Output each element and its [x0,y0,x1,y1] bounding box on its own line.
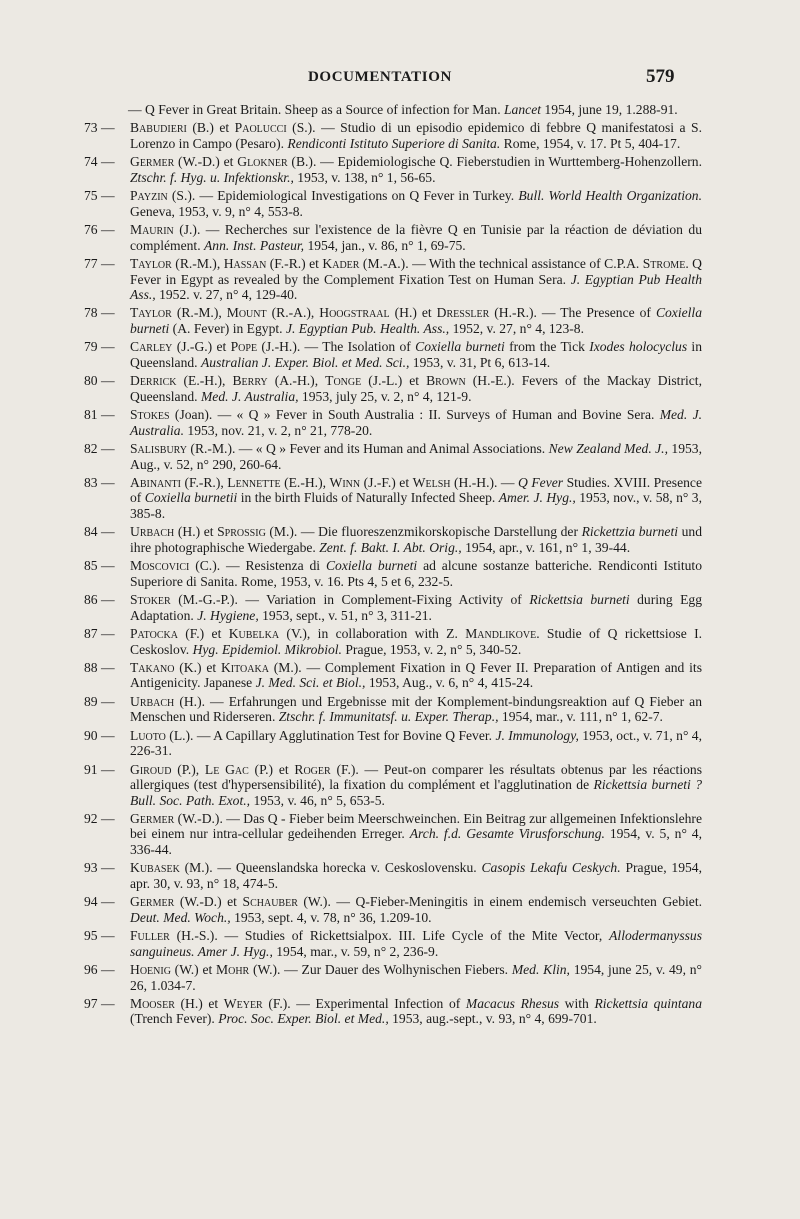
entry-number: 90 — [84,727,115,743]
entry-italic-text: Macacus Rhesus [465,996,560,1012]
bibliography-entry [70,222,702,253]
entry-number: 81 — [84,407,115,423]
entry-italic-text: Ztschr. f. Immunitatsf. u. Exper. Therap., [278,709,499,725]
entry-text: (A. Fever) in Egypt. [169,320,286,336]
bibliography-entry [70,188,702,219]
entry-number: 94 — [84,894,115,910]
entry-text: 1954, june 25, v. 49, n° 26, 1.034-7. [130,962,702,993]
bibliography-entry [70,407,702,438]
entry-text: (L.). — A Capillary Agglutination Test for Bovine Q Fever. [165,727,496,743]
entry-number: 79 — [84,339,115,355]
entry-author-name: Welsh [412,474,451,490]
entry-author-name: Winn [329,474,361,490]
entry-number: 92 — [84,811,115,827]
bibliography-entry [70,860,702,891]
bibliography-entry [70,475,702,521]
entry-text: 1953, oct., v. 71, n° 4, 226-31. [130,727,703,759]
entry-text: (M.-A.). — With the technical assistance of C.P.A. [359,256,643,272]
entry-text: (J.). — Recherches sur l'existence de la fièvre Q en Tunisie par la réaction de déviation du complément. [130,222,702,253]
entry-number: 83 — [84,474,115,490]
entry-text: in the birth Fluids of Naturally Infected Sheep. [237,490,499,506]
entry-number: 89 — [84,693,115,709]
entry-text: (E.-H.), [280,474,330,490]
entry-number: 86 — [84,592,115,608]
entry-author-name: Babudieri [130,120,187,136]
entry-author-name: Abinanti [130,474,181,490]
entry-italic-text: Deut. Med. Woch., [130,909,231,925]
entry-text: . Q Fever in Egypt as revealed by the Complement Fixation Test on Human Sera. [130,256,702,287]
entry-author-name: Hoenig [130,962,171,978]
entry-text: (M.). — Die fluoreszenzmikorskopische Darstellung der [265,524,582,540]
bibliography-entry [70,762,702,808]
entry-text: (B.) et [186,120,235,136]
page-number: 579 [646,66,675,87]
bibliography-entry [70,928,702,959]
entry-text: Rome, 1954, v. 17. Pt 5, 404-17. [500,135,681,151]
entry-number: 85 — [84,558,115,574]
entry-text: (S.). — Studio di un episodio epidemico di febbre Q manifestatosi a S. Lorenzo in Campo (Pesaro). [130,120,702,151]
entry-text: 1953, nov. 21, v. 2, n° 21, 778-20. [184,422,373,438]
entry-text: 1954, v. 5, n° 4, 336-44. [130,826,703,857]
entry-author-name: Germer [130,894,175,910]
entry-text: — Q Fever in Great Britain. Sheep as a Source of infection for Man. [128,102,504,117]
entry-text: Geneva, 1953, v. 9, n° 4, 553-8. [130,203,303,219]
entry-number: 76 — [84,222,115,238]
entry-text: (F.). — Experimental Infection of [262,996,466,1012]
bibliography-entry [70,154,702,185]
bibliography-entry [70,962,702,993]
entry-text: Prague, 1954, apr. 30, v. 93, n° 18, 474-5. [130,860,702,891]
entry-italic-text: Rickettsia quintana [594,996,703,1012]
entry-text: with [559,996,595,1012]
entry-italic-text: Australian J. Exper. Biol. et Med. Sci., [200,354,410,370]
entry-number: 95 — [84,928,115,944]
entry-italic-text: Med. J. Australia. [130,407,702,438]
entry-author-name: Lennette [227,474,281,490]
entry-author-name: Germer [130,154,175,170]
entry-text: 1952, v. 27, n° 4, 123-8. [449,320,584,336]
entry-text: (M.-G.-P.). — Variation in Complement-Fixing Activity of [170,592,530,608]
entry-number: 84 — [84,524,115,540]
entry-author-name: Schauber [242,894,298,910]
entry-text: in Queensland. [130,339,702,370]
entry-text: ad alcune sostanze batteriche. Rendiconti Istituto Superiore di Sanita. Rome, 1953, v. 16. Pts 4, 5 et 6, 232-5. [130,558,702,589]
bibliography-entry [70,728,702,759]
entry-text: . Studie of Q rickettsiose I. Ceskoslov. [130,626,703,657]
bibliography-entry [70,558,702,589]
entry-italic-text: J. Med. Sci. et Biol., [255,675,366,691]
entry-text: 1954, apr., v. 161, n° 1, 39-44. [461,539,631,555]
entry-author-name: Urbach [130,524,175,540]
entry-italic-text: Coxiella burneti [325,558,418,574]
entry-text: (F.-R.), [180,474,228,490]
entry-italic-text: Bull. World Health Organization. [518,188,702,204]
entry-text: 1953, v. 31, Pt 6, 613-14. [409,354,551,370]
entry-author-name: Tonge [325,373,362,389]
bibliography-entry [70,339,702,370]
entry-author-name: Sprossig [217,524,266,540]
entry-italic-text: Ztschr. f. Hyg. u. Infektionskr., [130,169,294,185]
entry-text: (V.), in collaboration with Z. [279,626,466,642]
entry-text: (S.). — Epidemiological Investigations on Q Fever in Turkey. [167,188,519,204]
running-title: DOCUMENTATION [308,69,452,85]
entry-text: (A.-H.), [267,373,326,389]
entry-text: (M.). — Complement Fixation in Q Fever II. Preparation of Antigen and its Antigenicity. Japanese [130,659,702,691]
entry-italic-text: Q Fever [518,474,564,490]
entry-text: (J.-G.) et [172,339,231,355]
entry-italic-text: Rickettsia burneti ? Bull. Soc. Path. Exot., [130,777,702,808]
entry-text: (W.). — Zur Dauer des Wolhynischen Fiebers. [249,962,512,978]
entry-author-name: Kubasek [130,860,180,876]
entry-author-name: Hoogstraal [319,305,390,321]
entry-author-name: Stokes [130,407,170,423]
entry-author-name: Roger [294,761,331,777]
entry-text: 1954, june 19, 1.288-91. [541,102,678,117]
entry-text: 1952. v. 27, n° 4, 129-40. [155,286,298,302]
entry-text: (F.). — Peut-on comparer les résultats obtenus par les réactions allergiques (test d'hypersensibilité), la fixation du complément et l'agglutination de [130,761,702,793]
entry-author-name: Patocka [130,626,178,642]
entry-text: (R.-M.), [171,256,224,272]
bibliography-entry [70,373,702,404]
entry-text: (J.-H.). — The Isolation of [257,339,416,355]
bibliography-entry [70,996,702,1027]
entry-text: 1954, jan., v. 86, n° 1, 69-75. [304,237,466,253]
bibliography-list [70,102,702,1030]
entry-author-name: Mount [226,305,267,321]
entry-author-name: Fuller [130,928,170,944]
entry-text: (H.) et [174,996,224,1012]
entry-author-name: Taylor [130,256,172,272]
entry-italic-text: Coxiella burneti [415,339,505,355]
entry-italic-text: Coxiella burneti [130,305,702,336]
entry-text: (H.-E.). Fevers of the Mackay District, Queensland. [130,373,702,404]
bibliography-entry [70,524,702,555]
entry-text: (R.-M.), [171,305,227,321]
entry-text: (K.) et [174,659,221,675]
entry-author-name: Mohr [216,962,250,978]
entry-text: (J.-L.) et [361,373,427,389]
entry-text: (J.-F.) et [360,474,413,490]
entry-text: 1953, v. 138, n° 1, 56-65. [293,169,436,185]
entry-author-name: Dressler [436,305,490,321]
entry-italic-text: Ixodes holocyclus [589,339,688,355]
entry-text: Prague, 1953, v. 2, n° 5, 340-52. [341,641,522,657]
entry-text: 1953, sept., v. 51, n° 3, 311-21. [258,607,432,623]
entry-text: 1953, sept. 4, v. 78, n° 36, 1.209-10. [230,909,432,925]
entry-text: (R.-A.), [266,305,320,321]
bibliography-entry [70,305,702,336]
entry-text: 1953, aug.-sept., v. 93, n° 4, 699-701. [388,1011,597,1027]
entry-text: (H.-H.). — [450,474,519,490]
entry-text: (W.-D.) et [174,894,243,910]
entry-italic-text: J. Immunology, [495,727,579,743]
entry-author-name: Stoker [130,592,171,608]
entry-text: und ihre photographische Wiedergabe. [130,524,702,555]
bibliography-entry [70,660,702,691]
entry-italic-text: J. Egyptian Pub. Health. Ass., [285,320,450,336]
entry-italic-text: Ann. Inst. Pasteur, [204,237,305,253]
entry-author-name: Hassan [223,256,267,272]
entry-number: 93 — [84,860,115,876]
entry-text: (W.). — Q-Fieber-Meningitis in einem endemisch verseuchten Gebiet. [297,894,702,910]
entry-number: 75 — [84,188,115,204]
entry-text: 1954, mar., v. 59, n° 2, 236-9. [272,943,439,959]
entry-italic-text: J. Egyptian Pub Health Ass., [130,271,702,302]
entry-number: 88 — [84,659,115,675]
entry-author-name: Urbach [130,693,175,709]
entry-author-name: Taylor [130,305,172,321]
entry-author-name: Germer [130,811,175,827]
entry-number: 91 — [84,761,115,777]
entry-author-name: Weyer [223,996,263,1012]
entry-text: Studies. XVIII. Presence of [130,474,702,506]
entry-author-name: Carley [130,339,173,355]
entry-text: (W.-D.). — Das Q - Fieber beim Meerschweinchen. Ein Beitrag zur allgemeinen Infektionslehre bei einem nur intra-cellular gedeihenden Erreger. [130,811,702,842]
bibliography-entry [70,694,702,725]
bibliography-entry [70,120,702,151]
entry-text: (H.) et [389,305,437,321]
entry-text: (F.) et [177,626,229,642]
entry-italic-text: Zent. f. Bakt. I. Abt. Orig., [319,539,462,555]
entry-text: (P.), [171,761,205,777]
entry-text: (H.). — Erfahrungen und Ergebnisse mit der Komplement-bindungsreaktion auf Q Fieber an Menschen und Riderseren. [130,693,702,725]
entry-number: 87 — [84,626,115,642]
entry-author-name: Glokner [237,154,288,170]
entry-italic-text: New Zealand Med. J., [548,441,668,457]
entry-text: (Trench Fever). [130,1011,219,1027]
bibliography-entry [70,592,702,623]
entry-text: 1953, nov., v. 58, n° 3, 385-8. [130,490,702,521]
entry-text: from the Tick [504,339,590,355]
entry-italic-text: Med. Klin, [511,962,570,978]
entry-italic-text: Hyg. Epidemiol. Mikrobiol. [192,641,342,657]
entry-author-name: Mandlikove [465,626,537,642]
entry-number: 74 — [84,154,115,170]
entry-italic-text: Arch. f.d. Gesamte Virusforschung. [409,826,605,842]
entry-text: (R.-M.). — « Q » Fever and its Human and Animal Associations. [187,441,549,457]
entry-text: 1953, july 25, v. 2, n° 4, 121-9. [298,388,472,404]
entry-italic-text: Rickettzia burneti [581,524,679,540]
entry-number: 96 — [84,962,115,978]
entry-author-name: Pope [230,339,258,355]
entry-text: 1953, v. 46, n° 5, 653-5. [250,792,385,808]
entry-author-name: Kader [322,256,360,272]
entry-italic-text: Casopis Lekafu Ceskych. [481,860,621,876]
entry-text: (F.-R.) et [266,256,323,272]
entry-author-name: Takano [130,659,175,675]
entry-author-name: Paolucci [234,120,287,136]
entry-author-name: Brown [426,373,466,389]
entry-italic-text: Coxiella burnetii [144,490,238,506]
bibliography-entry [70,256,702,302]
entry-number: 97 — [84,996,115,1012]
entry-italic-text: Med. J. Australia, [200,388,299,404]
entry-italic-text: Amer. J. Hyg., [498,490,576,506]
entry-text: (P.) et [248,761,295,777]
entry-text: (H.) et [174,524,218,540]
entry-number: 80 — [84,373,115,389]
entry-text: (Joan). — « Q » Fever in South Australia : II. Surveys of Human and Bovine Sera. [169,407,660,423]
entry-italic-text: Rickettsia burneti [529,592,630,608]
entry-text: (C.). — Resistenza di [189,558,326,574]
entry-italic-text: Allodermanyssus sanguineus. Amer J. Hyg., [130,928,702,959]
entry-author-name: Salisbury [130,441,188,457]
entry-author-name: Berry [232,373,268,389]
bibliography-entry [70,441,702,472]
entry-author-name: Moscovici [130,558,190,574]
entry-text: (W.-D.) et [174,154,238,170]
entry-text: 1953, Aug., v. 6, n° 4, 415-24. [365,675,534,691]
entry-author-name: Kitoaka [220,659,269,675]
bibliography-entry [70,626,702,657]
entry-author-name: Mooser [130,996,175,1012]
entry-number: 82 — [84,441,115,457]
bibliography-entry [70,811,702,857]
entry-author-name: Kubelka [228,626,280,642]
entry-italic-text: J. Hygiene, [197,607,259,623]
page-header [0,66,800,90]
entry-text: (B.). — Epidemiologische Q. Fieberstudien in Wurttemberg-Hohenzollern. [287,154,702,170]
entry-italic-text: Lancet [504,102,541,117]
bibliography-entry [70,894,702,925]
entry-italic-text: Proc. Soc. Exper. Biol. et Med., [218,1011,389,1027]
entry-text: 1953, Aug., v. 52, n° 290, 260-64. [130,441,702,472]
entry-number: 77 — [84,256,115,272]
entry-author-name: Payzin [130,188,168,204]
entry-text: (H.-R.). — The Presence of [489,305,656,321]
entry-author-name: Giroud [130,761,172,777]
entry-author-name: Le Gac [204,761,249,777]
entry-author-name: Strome [642,256,686,272]
entry-author-name: Maurin [130,222,174,238]
entry-text: 1954, mar., v. 111, n° 1, 62-7. [498,709,663,725]
entry-text: (E.-H.), [176,373,233,389]
entry-number: 78 — [84,305,115,321]
entry-author-name: Derrick [130,373,177,389]
entry-text: during Egg Adaptation. [130,592,702,623]
bibliography-entry [70,102,702,117]
entry-text: (W.) et [170,962,217,978]
entry-italic-text: Rendiconti Istituto Superiore di Sanita. [287,135,501,151]
entry-text: (H.-S.). — Studies of Rickettsialpox. III. Life Cycle of the Mite Vector, [169,928,610,944]
entry-number: 73 — [84,120,115,136]
entry-text: (M.). — Queenslandska horecka v. Ceskoslovensku. [179,860,482,876]
entry-author-name: Luoto [130,727,166,743]
